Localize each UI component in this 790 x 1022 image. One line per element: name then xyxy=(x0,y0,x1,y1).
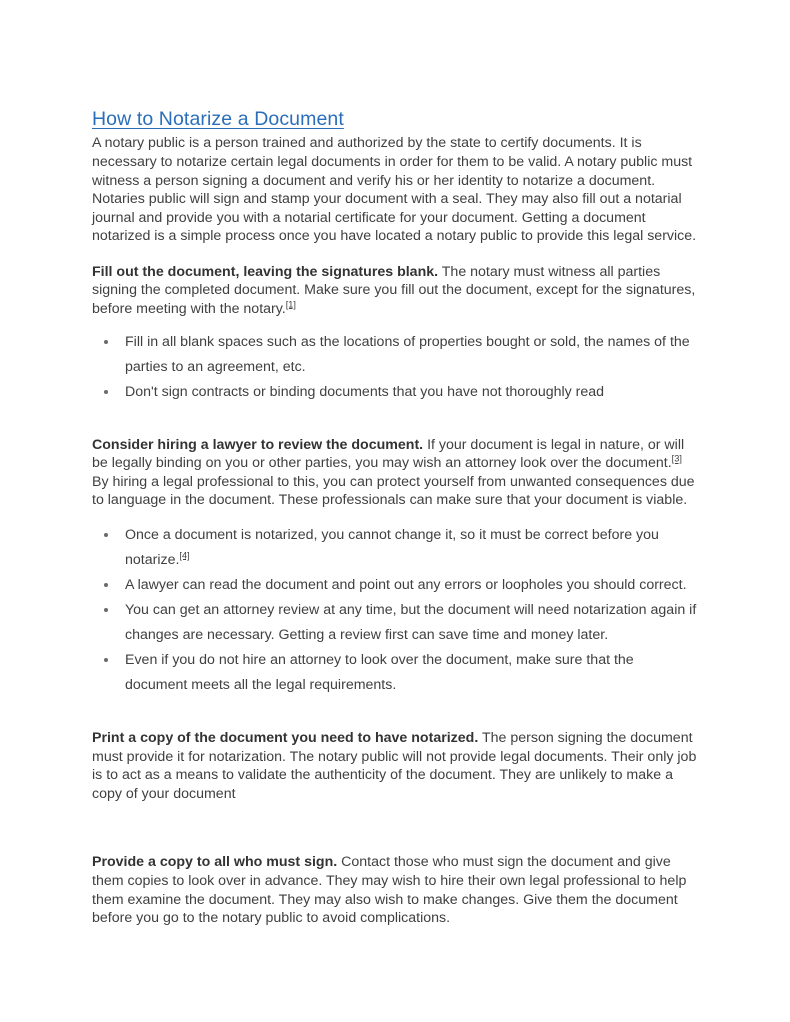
bullet-list-fill-out-document xyxy=(92,330,698,405)
list-item xyxy=(92,523,698,573)
bullet-dot-icon xyxy=(104,608,108,612)
list-item-text: Once a document is notarized, you cannot change it, so it must be correct before you notarize. xyxy=(125,527,659,569)
list-item-text: Don't sign contracts or binding documents that you have not thoroughly read xyxy=(125,383,605,400)
list-item-text: You can get an attorney review at any time, but the document will need notarization again if changes are necessary. Getting a review first can save time and money later. xyxy=(125,602,697,644)
section-fill-out-document xyxy=(92,263,698,319)
section-body-before-footnote: If your document is legal in nature, or will be legally binding on you or other parties, you may wish an attorney look over the document. xyxy=(92,436,685,472)
section-lead-provide-copy: Provide a copy to all who must sign. xyxy=(92,854,338,871)
footnote-ref-3[interactable]: [3] xyxy=(671,453,682,464)
intro-paragraph: A notary public is a person trained and authorized by the state to certify documents. It is necessary to notarize certain legal documents in order for them to be valid. A notary public must witness a person signing a document and verify his or her identity to notarize a document. Notaries public will sign and stamp your document with a seal. They may also fill out a notarial journal and provide you with a notarial certificate for your document. Getting a document notarized is a simple process once you have located a notary public to provide this legal service. xyxy=(92,135,697,245)
section-provide-copy xyxy=(92,853,698,927)
section-body-print-copy: The person signing the document must provide it for notarization. The notary public will not provide legal documents. Their only job is to act as a means to validate the authenticity of the document. They are unlikely to make a copy of your document xyxy=(92,730,697,802)
bullet-dot-icon xyxy=(104,390,108,394)
document-content xyxy=(92,106,698,928)
section-body-provide-copy: Contact those who must sign the document and give them copies to look over in advance. They may wish to hire their own legal professional to help them examine the document. They may also wish to make changes. Give them the document before you go to the notary public to avoid complications. xyxy=(92,854,687,927)
footnote-ref-1[interactable]: [1] xyxy=(285,299,296,310)
list-item-text: Fill in all blank spaces such as the locations of properties bought or sold, the names of the parties to an agreement, etc. xyxy=(125,333,690,375)
bullet-dot-icon xyxy=(104,658,108,662)
section-spacer xyxy=(92,698,698,712)
list-item xyxy=(92,380,698,405)
list-item-text: A lawyer can read the document and point out any errors or loopholes you should correct. xyxy=(125,577,687,594)
bullet-list-consider-hiring-lawyer xyxy=(92,523,698,698)
list-item xyxy=(92,330,698,380)
section-spacer xyxy=(92,405,698,419)
bullet-dot-icon xyxy=(104,533,108,537)
section-lead-print-copy: Print a copy of the document you need to have notarized. xyxy=(92,730,479,747)
section-consider-hiring-lawyer xyxy=(92,436,698,510)
bullet-dot-icon xyxy=(104,583,108,587)
section-lead-consider-hiring-lawyer: Consider hiring a lawyer to review the document. xyxy=(92,436,424,453)
section-body-fill-out-document: The notary must witness all parties signing the completed document. Make sure you fill out the document, except for the signatures, before meeting with the notary. xyxy=(92,263,696,318)
footnote-ref-4[interactable]: [4] xyxy=(179,550,190,561)
bullet-dot-icon xyxy=(104,340,108,344)
list-item xyxy=(92,648,698,698)
section-lead-fill-out-document: Fill out the document, leaving the signatures blank. xyxy=(92,263,439,280)
list-item-text: Even if you do not hire an attorney to look over the document, make sure that the document meets all the legal requirements. xyxy=(125,652,634,694)
list-item xyxy=(92,573,698,598)
section-body-after-footnote: By hiring a legal professional to this, you can protect yourself from unwanted consequences due to language in the document. These professionals can make sure that your document is viable. xyxy=(92,473,695,509)
list-item xyxy=(92,598,698,648)
page-title: How to Notarize a Document xyxy=(92,108,344,130)
section-print-copy xyxy=(92,729,698,803)
